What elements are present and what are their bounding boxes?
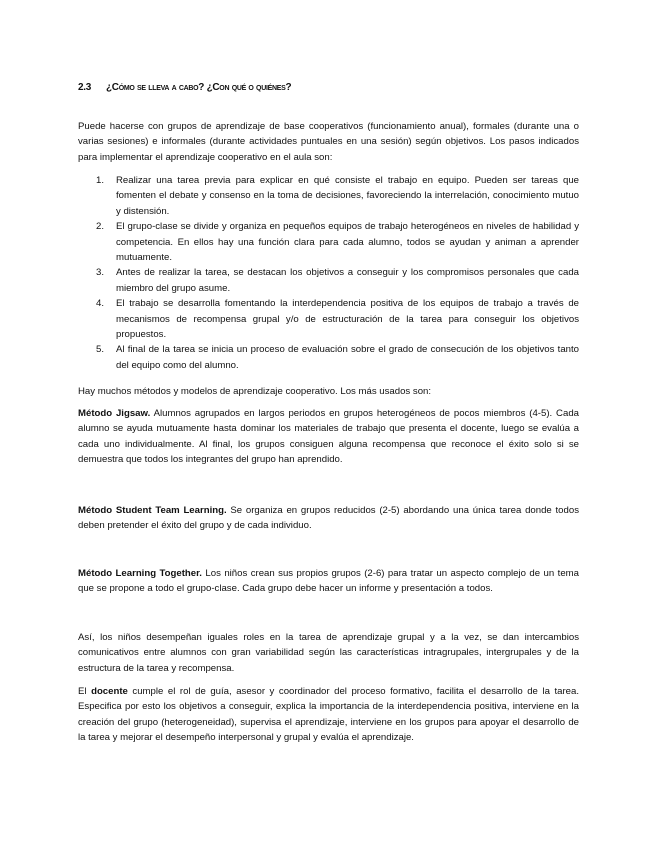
method-name: Método Student Team Learning. bbox=[78, 505, 227, 516]
section-heading bbox=[78, 80, 291, 95]
teacher-term: docente bbox=[91, 686, 128, 697]
steps-list bbox=[78, 173, 579, 373]
list-number: 4. bbox=[96, 298, 105, 310]
method-description: Los niños crean sus propios grupos (2-6) para tratar un aspecto complejo de un tema que se propone a todo el grupo-clase. Cada grupo debe hacer un informe y presentación a todos. bbox=[78, 568, 579, 595]
section-title: ¿Cómo se lleva a cabo? ¿Con qué o quiénes? bbox=[106, 82, 292, 93]
teacher-pre: El bbox=[78, 686, 92, 697]
list-number: 5. bbox=[96, 344, 105, 356]
methods-intro: Hay muchos métodos y modelos de aprendizaje cooperativo. Los más usados son: bbox=[78, 386, 432, 397]
steps-list-container bbox=[78, 173, 579, 373]
teacher-paragraph bbox=[78, 684, 579, 746]
method-jigsaw bbox=[78, 406, 579, 468]
teacher-text: cumple el rol de guía, asesor y coordinador del proceso formativo, facilita el desarrollo de la tarea. Especifica por esto los objetivos a conseguir, explica la importancia de la interdependencia positiva, interviene en la creación del grupo (heterogeneidad), supervisa el aprendizaje, interviene en los grupos para apoyar el desarrollo de la tarea y mejorar el desempeño interpersonal y grupal y evalúa el aprendizaje. bbox=[78, 686, 579, 744]
method-student-team-learning bbox=[78, 503, 579, 534]
method-description: Se organiza en grupos reducidos (2-5) abordando una única tarea donde todos deben pretender el éxito del grupo y de cada individuo. bbox=[78, 505, 579, 532]
list-number: 1. bbox=[96, 175, 105, 186]
list-item bbox=[78, 265, 579, 296]
method-name: Método Jigsaw. bbox=[78, 408, 151, 419]
list-text: Al final de la tarea se inicia un proceso de evaluación sobre el grado de consecución de los objetivos tanto del equipo como del alumno. bbox=[116, 344, 579, 371]
intro-paragraph: Puede hacerse con grupos de aprendizaje de base cooperativos (funcionamiento anual), formales (durante una o varias sesiones) e informales (durante actividades puntuales en una sesión) según objetivos. Los pasos indicados para implementar el aprendizaje cooperativo en el aula son: bbox=[78, 121, 579, 163]
method-learning-together bbox=[78, 566, 579, 597]
list-item bbox=[78, 219, 579, 265]
list-item bbox=[78, 296, 579, 342]
list-item bbox=[78, 342, 579, 373]
list-text: Antes de realizar la tarea, se destacan los objetivos a conseguir y los compromisos personales que cada miembro del grupo asume. bbox=[116, 267, 579, 294]
list-text: El grupo-clase se divide y organiza en pequeños equipos de trabajo heterogéneos en niveles de habilidad y competencia. En ellos hay una función clara para cada alumno, todos se ayudan y animan a aprender mutuamente. bbox=[116, 221, 579, 264]
method-name: Método Learning Together. bbox=[78, 568, 202, 579]
list-item bbox=[78, 173, 579, 219]
roles-paragraph: Así, los niños desempeñan iguales roles en la tarea de aprendizaje grupal y a la vez, se dan intercambios comunicativos entre alumnos con gran variabilidad según las características intragrupales, intergrupales y de la estructura de la tarea y recompensa. bbox=[78, 632, 579, 674]
list-number: 3. bbox=[96, 267, 105, 279]
section-number: 2.3 bbox=[78, 82, 92, 93]
list-text: Realizar una tarea previa para explicar en qué consiste el trabajo en equipo. Pueden ser tareas que fomenten el debate y consenso en la toma de decisiones, favoreciendo la interrelación, conocimiento mutuo y distensión. bbox=[116, 175, 579, 217]
method-description: Alumnos agrupados en largos periodos en grupos heterogéneos de pocos miembros (4-5). Cada alumno se ayuda mutuamente hasta dominar los materiales de trabajo que presenta el docente, luego se evalúa a cada uno individualmente. Al final, los grupos consiguen alguna recompensa que reconoce el éxito solo si se demuestra que todos los integrantes del grupo han aprendido. bbox=[78, 408, 579, 466]
list-text: El trabajo se desarrolla fomentando la interdependencia positiva de los equipos de trabajo a través de mecanismos de recompensa grupal y/o de estructuración de la tarea para conseguir los objetivos propuestos. bbox=[116, 298, 579, 341]
list-number: 2. bbox=[96, 221, 105, 233]
